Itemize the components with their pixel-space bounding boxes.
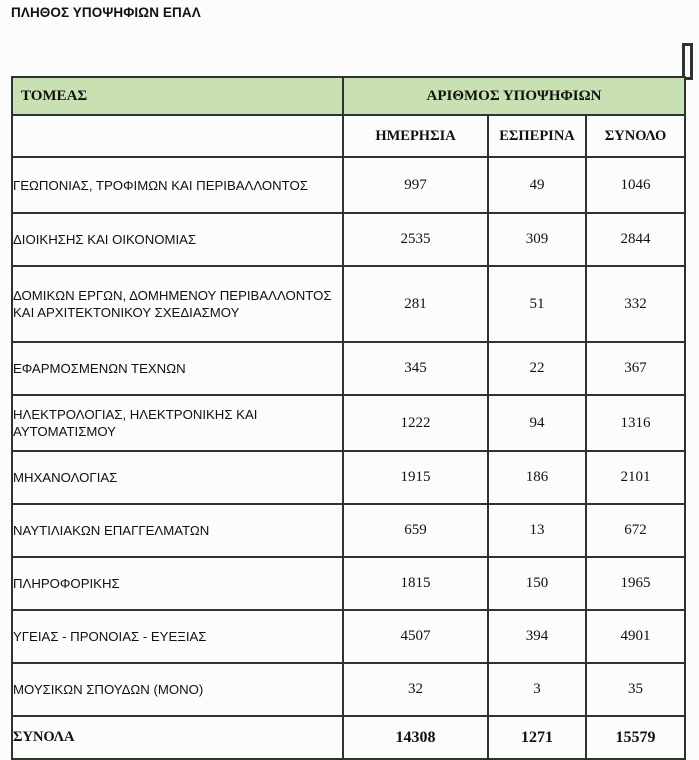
row-evening-value: 49 [488, 157, 586, 213]
page-title: ΠΛΗΘΟΣ ΥΠΟΨΗΦΙΩΝ ΕΠΑΛ [11, 5, 201, 20]
header-sub-blank [12, 115, 343, 157]
header-candidates: ΑΡΙΘΜΟΣ ΥΠΟΨΗΦΙΩΝ [343, 77, 685, 115]
corner-column-stub [682, 43, 693, 80]
row-day-value: 281 [343, 266, 488, 342]
table-body [12, 157, 685, 759]
row-evening-value: 394 [488, 610, 586, 663]
totals-total-value: 15579 [586, 716, 685, 759]
totals-day-value: 14308 [343, 716, 488, 759]
row-total-value: 4901 [586, 610, 685, 663]
row-total-value: 672 [586, 504, 685, 557]
row-total-value: 332 [586, 266, 685, 342]
row-sector-label: ΓΕΩΠΟΝΙΑΣ, ΤΡΟΦΙΜΩΝ ΚΑΙ ΠΕΡΙΒΑΛΛΟΝΤΟΣ [12, 157, 343, 213]
candidates-table [11, 76, 686, 760]
row-day-value: 997 [343, 157, 488, 213]
row-total-value: 1046 [586, 157, 685, 213]
table-row [12, 342, 685, 395]
row-total-value: 1316 [586, 395, 685, 451]
row-total-value: 367 [586, 342, 685, 395]
row-sector-label: ΔΙΟΙΚΗΣΗΣ ΚΑΙ ΟΙΚΟΝΟΜΙΑΣ [12, 213, 343, 266]
table-row [12, 213, 685, 266]
header-column-evening: ΕΣΠΕΡΙΝΑ [488, 115, 586, 157]
row-evening-value: 309 [488, 213, 586, 266]
totals-row [12, 716, 685, 759]
header-row-sub [12, 115, 685, 157]
row-total-value: 2844 [586, 213, 685, 266]
row-evening-value: 186 [488, 451, 586, 504]
row-total-value: 35 [586, 663, 685, 716]
table-header [12, 77, 685, 157]
row-total-value: 1965 [586, 557, 685, 610]
table-row [12, 557, 685, 610]
row-sector-label: ΗΛΕΚΤΡΟΛΟΓΙΑΣ, ΗΛΕΚΤΡΟΝΙΚΗΣ ΚΑΙ ΑΥΤΟΜΑΤΙΣΜΟΥ [12, 395, 343, 451]
table-row [12, 395, 685, 451]
totals-label: ΣΥΝΟΛΑ [12, 716, 343, 759]
row-evening-value: 22 [488, 342, 586, 395]
table-row [12, 610, 685, 663]
table-row [12, 266, 685, 342]
table-row [12, 663, 685, 716]
row-day-value: 32 [343, 663, 488, 716]
candidates-table-container [11, 76, 684, 760]
header-column-total: ΣΥΝΟΛΟ [586, 115, 685, 157]
row-evening-value: 94 [488, 395, 586, 451]
header-sector: ΤΟΜΕΑΣ [12, 77, 343, 115]
row-total-value: 2101 [586, 451, 685, 504]
row-sector-label: ΝΑΥΤΙΛΙΑΚΩΝ ΕΠΑΓΓΕΛΜΑΤΩΝ [12, 504, 343, 557]
row-evening-value: 150 [488, 557, 586, 610]
row-day-value: 1222 [343, 395, 488, 451]
row-evening-value: 3 [488, 663, 586, 716]
table-row [12, 451, 685, 504]
table-row [12, 157, 685, 213]
row-day-value: 345 [343, 342, 488, 395]
row-sector-label: ΥΓΕΙΑΣ - ΠΡΟΝΟΙΑΣ - ΕΥΕΞΙΑΣ [12, 610, 343, 663]
header-row-top [12, 77, 685, 115]
row-day-value: 1815 [343, 557, 488, 610]
row-sector-label: ΕΦΑΡΜΟΣΜΕΝΩΝ ΤΕΧΝΩΝ [12, 342, 343, 395]
row-sector-label: ΜΗΧΑΝΟΛΟΓΙΑΣ [12, 451, 343, 504]
totals-evening-value: 1271 [488, 716, 586, 759]
row-day-value: 2535 [343, 213, 488, 266]
table-row [12, 504, 685, 557]
row-evening-value: 51 [488, 266, 586, 342]
header-column-day: ΗΜΕΡΗΣΙΑ [343, 115, 488, 157]
row-day-value: 4507 [343, 610, 488, 663]
row-evening-value: 13 [488, 504, 586, 557]
row-day-value: 1915 [343, 451, 488, 504]
row-day-value: 659 [343, 504, 488, 557]
row-sector-label: ΠΛΗΡΟΦΟΡΙΚΗΣ [12, 557, 343, 610]
row-sector-label: ΔΟΜΙΚΩΝ ΕΡΓΩΝ, ΔΟΜΗΜΕΝΟΥ ΠΕΡΙΒΑΛΛΟΝΤΟΣ ΚΑΙ ΑΡΧΙΤΕΚΤΟΝΙΚΟΥ ΣΧΕΔΙΑΣΜΟΥ [12, 266, 343, 342]
row-sector-label: ΜΟΥΣΙΚΩΝ ΣΠΟΥΔΩΝ (ΜΟΝΟ) [12, 663, 343, 716]
